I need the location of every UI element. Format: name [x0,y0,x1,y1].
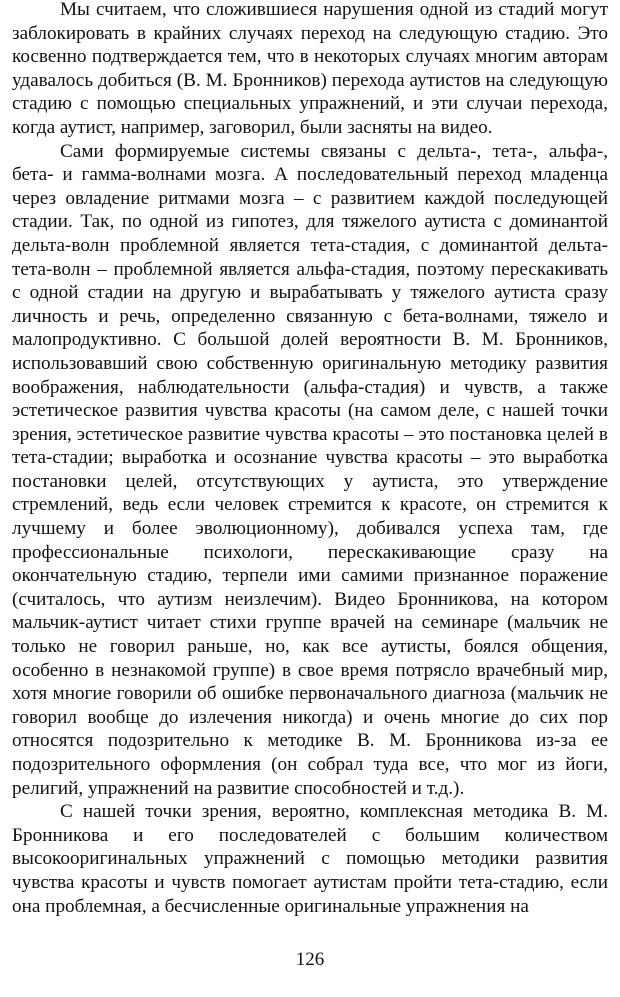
paragraph-3: С нашей точки зрения, вероятно, комплексная методика В. М. Бронникова и его последователей с большим количеством высокооригинальных упражнений с помощью методики развития чувства красоты и чувств помогает аутистам пройти тета-стадию, если она проблемная, а бесчисленные оригинальные упражнения на [12,801,608,917]
paragraph-1: Мы считаем, что сложившиеся нарушения одной из стадий могут заблокировать в крайних случаях переход на следующую стадию. Это косвенно подтверждается тем, что в некоторых случаях многим авторам удавалось добиться (В. М. Бронников) перехода аутистов на следующую стадию с помощью специальных упражнений, и эти случаи перехода, когда аутист, например, заговорил, были засняты на видео. [12,0,608,138]
page-number: 126 [295,949,325,970]
body-text [12,0,608,918]
paragraph-2: Сами формируемые системы связаны с дельта-, тета-, альфа-, бета- и гамма-волнами мозга. А последовательный переход младенца через овладение ритмами мозга – с развитием каждой последующей стадии. Так, по одной из гипотез, для тяжелого аутиста с доминантой дельта-волн проблемной является тета-стадия, с доминантой дельта-тета-волн – проблемной является альфа-стадия, поэтому перескакивать с одной стадии на другую и вырабатывать у тяжелого аутиста сразу личность и речь, определенно связанную с бета-волнами, тяжело и малопродуктивно. С большой долей вероятности В. М. Бронников, использовавший свою собственную оригинальную методику развития воображения, наблюдательности (альфа-стадия) и чувств, а также эстетическое развития чувства красоты (на самом деле, с нашей точки зрения, эстетическое развитие чувства красоты – это постановка целей в тета-стадии; выработка и осознание чувства красоты – это выработка постановки целей, отсутствующих у аутиста, это утверждение стремлений, ведь если человек стремится к красоте, он стремится к лучшему и более эволюционному), добивался успеха там, где профессиональные психологи, перескакивающие сразу на окончательную стадию, терпели ими самими признанное поражение (считалось, что аутизм неизлечим). Видео Бронникова, на котором мальчик-аутист читает стихи группе врачей на семинаре (мальчик не только не говорил раньше, но, как все аутисты, боялся общения, особенно в незнакомой группе) в свое время потрясло врачебный мир, хотя многие говорили об ошибке первоначального диагноза (мальчик не говорил вообще до излечения никогда) и очень многие до сих пор относятся подозрительно к методике В. М. Бронникова из-за ее подозрительного оформления (он собрал туда все, что мог из йоги, религий, упражнений на развитие способностей и т.д.). [12,140,608,799]
